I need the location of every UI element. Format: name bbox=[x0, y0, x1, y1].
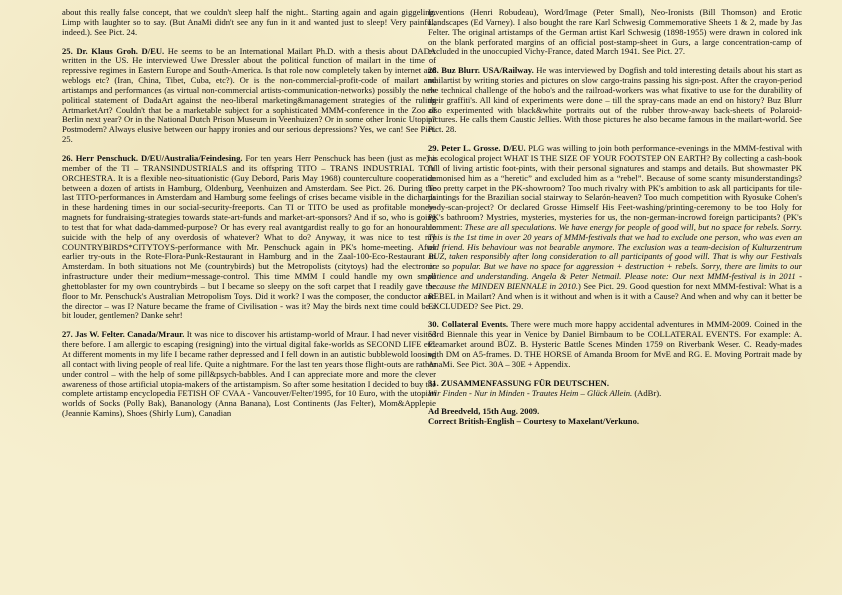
paragraph-27-continued: Inventions (Henri Robudeau), Word/Image (Peter Small), Neo-Ironists (Bill Thomson) and Erotic Landscapes (Ed Varney). I also bought the rare Karl Schwesig Commemorative Sheets 1 & 2, made by Jas Felter. The original artistamps of the German artist Karl Schwesig (1898-1955) were drawn in colored ink on the blank perforated margins of an official post-stamp-sheet in Gurs, a large concentration-camp of excluded in the unoccupied Vichy-France, dated March 1941. See Pict. 27. bbox=[428, 7, 802, 57]
body-25: He seems to be an International Mailart Ph.D. with a thesis about DADA written in the US. He interviewed Uwe Dressler about the political function of mailart in the time of repressive regimes in Eastern Europe and South-America. Is that role now completely taken by internet and weblogs etc? (Iran, China, Tibet, Cuba, etc?). Or is the non-commercial-profit-code of mailart and artistamps and performances (as virtual non-commercial artists-communication-networks) possibly the new political statement of DadaArt against the neo-liberal marketing&management strategies of the ruling ArtmarketArt? Couldn't that be a marketable subject for a sophisticated MMM-conference in the Zoo of Berlin next year? Or in the National Dutch Prison Museum in Veenhuizen? Or in some other Ironic Utopia? Postmodern? Always elusive between our happy ironies and our serious depressions? Yes, we can! See Pict. 25. bbox=[62, 45, 436, 145]
paragraph-29 bbox=[428, 144, 802, 311]
summary-31: Wir Finden - Nur in Minden - Trautes Heim – Glück Allein. bbox=[428, 387, 633, 398]
heading-27: 27. Jas W. Felter. Canada/Mraur. bbox=[62, 329, 185, 340]
right-column bbox=[428, 8, 802, 427]
body-29-tail: ) See Pict. 29. Good question for next MMM-festival: What is a REBEL in Mailart? And when is it without and when is it with a Cause? And when and why can it better be EXCLUDED? See Pict. 29. bbox=[428, 280, 802, 311]
body-28: He was interviewed by Dogfish and told interesting details about his start as mailartist by writing stories and pictures on slow cargo-trains passing his sign-post. After the crayon-period the technical challenge of the hobo's and the railroad-workers was what fixative to use for the durability of their graffiti's. All kind of experiments were done – till the spray-cans made an end on history? Buz Blurr also experimented with black&white portraits out of the rubber throw-away back-sheets of Polaroid-pictures. He calls them Caustic Jellies. With those pictures he also became famous in the mailart-world. See Pict. 28. bbox=[428, 65, 803, 135]
signature-line: Ad Breedveld, 15th Aug. 2009. bbox=[428, 406, 540, 417]
heading-29: 29. Peter L. Grosse. D/EU. bbox=[428, 143, 526, 154]
heading-28: 28. Buz Blurr. USA/Railway. bbox=[428, 65, 534, 76]
paragraph-25 bbox=[62, 47, 436, 145]
body-30: There were much more happy accidental adventures in MMM-2009. Coined in the 53rd Biennale this year in Venice by Daniel Birnbaum to be COLLATERAL EVENTS. For example: A. Fleamarket around BÜZ. B. Hysteric Battle Scenes Minden 1759 on Riverbank Weser. C. Ready-mades with DM on A5-frames. D. THE HORSE of Amanda Broom for MvE and RG. E. Moving Portrait made by AnaMi. See Pict. 30A – 30E + Appendix. bbox=[428, 319, 802, 369]
quote-29: These are all speculations. We have energy for people of good will, but no space for rebels. Sorry. This is the 1st time in over 20 years of MMM-festivals that we had to exclude one person, who was even an old friend. His behaviour was not bearable anymore. The exclusion was a team-decision of Kulturzentrum BUZ, taken responsibly after long consideration to all participants of good will. That is why our Festivals are so popular. But we have no space for aggression + destruction + rebels. Sorry, there are limits to our patience and understanding. Angela & Peter Netmail. Please note: Our next MMM-festival is in 2011 - because the MINDEN BIENNALE in 2010. bbox=[428, 221, 802, 291]
correction-credit: Correct British-English – Courtesy to Maxelant/Verkuno. bbox=[428, 416, 640, 427]
heading-31: 31. ZUSAMMENFASSUNG FÜR DEUTSCHEN. bbox=[428, 377, 610, 388]
body-29: PLG was willing to join both performance-evenings in the MMM-festival with his ecological project WHAT IS THE SIZE OF YOUR FOOTSTEP ON EARTH? By collecting a cash-book full of living artistic foot-pints, with their personal signatures and stamps and details. But showmaster PK demonised him as a “heretic” and excluded him as a “rebel”. Because of some scanty misunderstandings? Too pretty carpet in the PK-showroom? Too much rivalry with PK's ambition to ask all participants for tile-paintings for the Brazilian social stairway to Selarón-heaven? Too much competition with Ryosuke Cohen's body-scan-project? Or declared Grosse Himself His Feet-washing/printing-ceremony to be too Holy for PK's bathroom? Mystries, mysteries, mysteries for us, the non-german-incrowd foreign participants? (PK's comment: bbox=[428, 143, 802, 232]
heading-25: 25. Dr. Klaus Groh. D/EU. bbox=[62, 45, 165, 56]
summary-31-tail: (AdBr). bbox=[632, 387, 662, 398]
heading-30: 30. Collateral Events. bbox=[428, 319, 509, 330]
body-26: For ten years Herr Penschuck has been (just as me) a member of the TI – TRANSINDUSTRIALS and its offspring TITO – TRANS INDUSTRIAL TOY ORCHESTRA. It is a flexible neo-situationistic (Guy Debord, Paris May 1968) counterculture cooperation between a dozen of artists in Hamburg, Oldenburg, Veenhuizen and Amsterdam. See Pict. 26. During the last TITO-performances in Amsterdam and Hamburg some feelings of crises became visible in the dichards in these hardening times in our social-security-freeports. Can TI or TITO be used as profitable money-magnets for fundraising-strategies towards state-art-funds and market-art-sponsors? And if so, who is going to test that for what dada-dammed-purpose? Or has every real avantgardist really to go for an honourable suicide with the help of any overdosis of whatever? What to do? Anyway, it was nice to test my COUNTRYBIRDS*CITYTOYS-performance with Mr. Penschuck again in PK's home-meeting. After earlier try-outs in the Rote-Flora-Punk-Restaurant in Hamburg and in the Zaal-100-Eco-Restaurant in Amsterdam. In both situations not Me (countrybirds) but the Metropolists (citytoys) had the electronic infrastructure under their medium=message-control. This time MMM I could handle my own small ghettoblaster for my own countrybirds – but I became so sleepy on the soft carpet that I readily gave the floor to Mr. Penschuck's Australian Metropolism Toys. Did it work? I was the composer, the conductor and the director – was I? Nature became the frame of Civilisation - was it? May the birds next time could be a bit louder, gentlemen? Danke sehr! bbox=[62, 152, 436, 321]
paragraph-31 bbox=[428, 379, 802, 399]
paragraph-30 bbox=[428, 320, 802, 369]
heading-26: 26. Herr Penschuck. D/EU/Australia/Feindesing. bbox=[62, 152, 243, 163]
paragraph-28 bbox=[428, 66, 802, 135]
left-column bbox=[62, 8, 436, 428]
paragraph-27 bbox=[62, 330, 436, 419]
paragraph-26 bbox=[62, 154, 436, 321]
paragraph-24-end: about this really false concept, that we couldn't sleep half the night.. Starting again and again giggeling. Limp with laughter so to say. (But AnaMi didn't see any fun in it and wanted just to sleep! Very painful, indeed.). See Pict. 24. bbox=[62, 7, 436, 37]
body-27: It was nice to discover his artistamp-world of Mraur. I had never visited there before. I am allergic to escaping (resigning) into the virtual digital fake-worlds as SECOND LIFE etc. At different moments in my life I became rather depressed and I fell down in an autistic bubblewold loosing all contact with living people of real life. Quite a nightmare. For the last ten years those flight-outs are rather under control – with the help of some pill&psych-babbles. And I can appreciate more and more the clever awareness of those artificial utopia-makers of the artistampism. So after some hesitation I decided to buy the complete artistamp encyclopedia FETISH OF CVAA - Vancouver/Felter/1995, for 10 Euro, with the utopian worlds of Socks (Polly Bak), Bananology (Anna Banana), Lost Continents (Jas Felter), Mom&Applepie (Jeannie Kamins), Shoes (Shirly Lum), Canadian bbox=[62, 329, 436, 419]
